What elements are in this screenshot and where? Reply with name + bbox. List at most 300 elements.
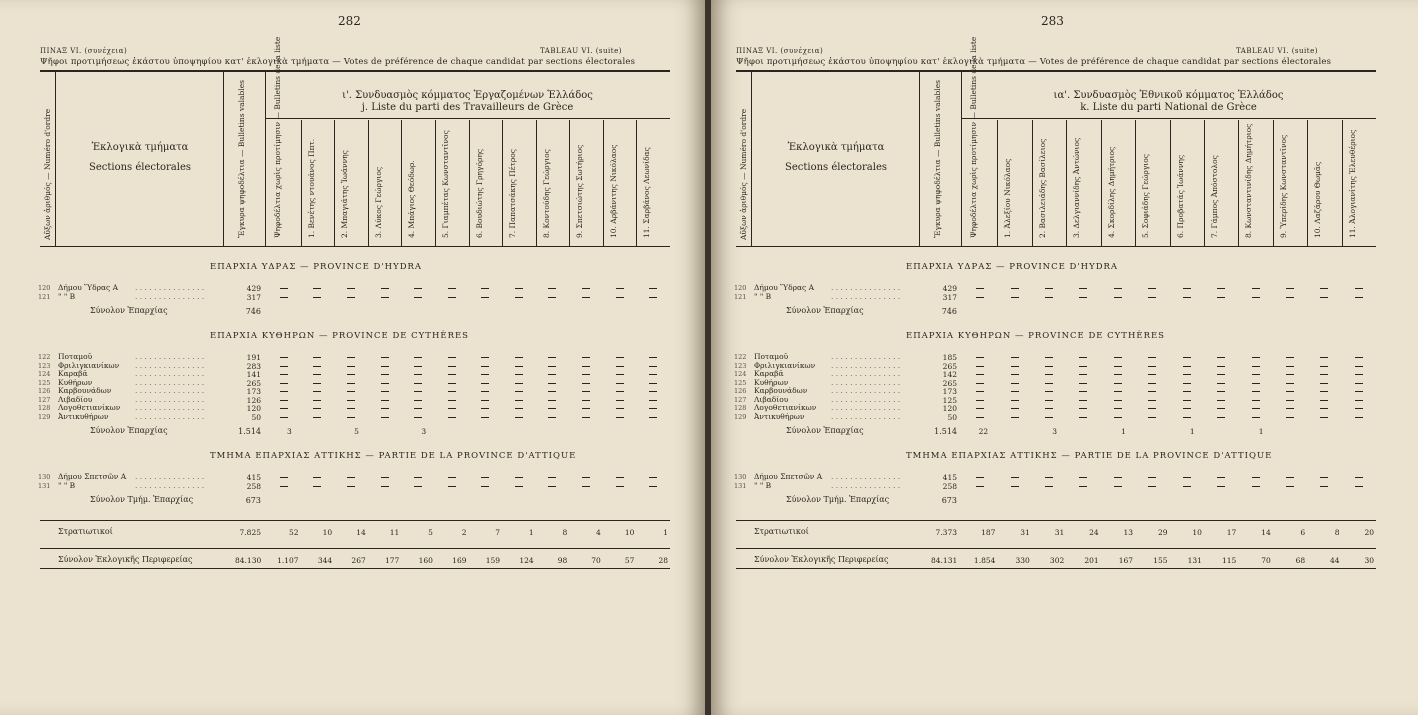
- empty-cell-dash: [1148, 288, 1156, 289]
- row-number: 131: [38, 481, 51, 490]
- empty-cell-dash: [1355, 486, 1363, 487]
- row-number: 121: [38, 292, 51, 301]
- empty-cell-dash: [381, 374, 389, 375]
- empty-cell-dash: [548, 477, 556, 478]
- empty-cell-dash: [1011, 357, 1019, 358]
- row-number: 120: [38, 284, 51, 292]
- empty-cell-dash: [1011, 374, 1019, 375]
- empty-cell-dash: [1320, 383, 1328, 384]
- empty-cell-dash: [481, 486, 489, 487]
- empty-cell-dash: [448, 374, 456, 375]
- row-number: 127: [38, 395, 51, 404]
- province-total-candidate: 22: [978, 427, 989, 436]
- empty-cell-dash: [1252, 297, 1260, 298]
- empty-cell-dash: [1217, 383, 1225, 384]
- empty-cell-dash: [649, 383, 657, 384]
- empty-cell-dash: [414, 297, 422, 298]
- page-number: 282: [338, 14, 361, 28]
- empty-cell-dash: [347, 391, 355, 392]
- empty-cell-dash: [381, 477, 389, 478]
- grand-total-value: 44: [1330, 556, 1340, 565]
- empty-cell-dash: [414, 357, 422, 358]
- empty-cell-dash: [1286, 288, 1294, 289]
- leader-dots: . . . . . . . . . . . . . . .: [135, 472, 205, 481]
- table-bottom-rule: [40, 568, 670, 569]
- grand-total-value: 169: [452, 556, 467, 565]
- grand-total-value: 177: [385, 556, 400, 565]
- grand-total-value: 160: [418, 556, 433, 565]
- empty-cell-dash: [347, 417, 355, 418]
- empty-cell-dash: [481, 374, 489, 375]
- candidate-header: 8. Κωνσταντινίδης Δημήτριος: [1244, 123, 1254, 238]
- candidate-header: 3. Δελγιαννίδης Ἀντώνιος: [1072, 137, 1082, 238]
- empty-cell-dash: [1148, 391, 1156, 392]
- province-total-candidate: 3: [421, 427, 427, 436]
- empty-cell-dash: [1252, 486, 1260, 487]
- empty-cell-dash: [1252, 366, 1260, 367]
- empty-cell-dash: [1148, 486, 1156, 487]
- empty-cell-dash: [448, 383, 456, 384]
- empty-cell-dash: [347, 357, 355, 358]
- empty-cell-dash: [976, 486, 984, 487]
- empty-cell-dash: [515, 366, 523, 367]
- valid-ballots-value: 185: [942, 353, 957, 362]
- empty-cell-dash: [515, 288, 523, 289]
- province-total-value: 673: [941, 496, 957, 505]
- candidate-header: 2. Μπαγιάτης Ἰωάννης: [340, 150, 350, 238]
- top-rule: [40, 70, 670, 72]
- empty-cell-dash: [515, 374, 523, 375]
- empty-cell-dash: [414, 383, 422, 384]
- candidate-column-divider: [997, 120, 998, 246]
- valid-ballots-value: 429: [246, 284, 261, 293]
- empty-cell-dash: [976, 366, 984, 367]
- empty-cell-dash: [448, 391, 456, 392]
- empty-cell-dash: [1355, 417, 1363, 418]
- empty-cell-dash: [1183, 477, 1191, 478]
- empty-cell-dash: [280, 417, 288, 418]
- empty-cell-dash: [1183, 486, 1191, 487]
- empty-cell-dash: [582, 417, 590, 418]
- empty-cell-dash: [280, 400, 288, 401]
- empty-cell-dash: [481, 477, 489, 478]
- empty-cell-dash: [1114, 400, 1122, 401]
- candidate-column-divider: [1342, 120, 1343, 246]
- empty-cell-dash: [1079, 366, 1087, 367]
- valid-ballots-value: 126: [246, 395, 261, 405]
- grand-total-rule: [40, 548, 670, 549]
- military-value: 5: [428, 528, 433, 537]
- candidate-column-divider: [401, 120, 402, 246]
- valid-ballots-value: 265: [246, 378, 261, 388]
- province-total-value: 746: [941, 307, 957, 316]
- candidate-column-divider: [1307, 120, 1308, 246]
- page-number: 283: [1041, 14, 1064, 28]
- empty-cell-dash: [1252, 391, 1260, 392]
- empty-cell-dash: [1217, 366, 1225, 367]
- empty-cell-dash: [347, 400, 355, 401]
- empty-cell-dash: [280, 477, 288, 478]
- empty-cell-dash: [1011, 391, 1019, 392]
- row-number: 129: [734, 412, 747, 421]
- province-total-candidate: 1: [1121, 427, 1126, 436]
- empty-cell-dash: [1079, 486, 1087, 487]
- grand-total-rule: [736, 548, 1376, 549]
- empty-cell-dash: [1011, 486, 1019, 487]
- grand-total-value: 201: [1084, 556, 1099, 565]
- empty-cell-dash: [1148, 477, 1156, 478]
- empty-cell-dash: [381, 400, 389, 401]
- candidate-header: 11. Σαρβάνος Λεωνίδας: [642, 147, 652, 238]
- military-value: 14: [356, 528, 366, 537]
- valid-ballots-value: 317: [942, 292, 957, 302]
- valid-ballots-value: 283: [246, 361, 261, 371]
- header-divider: [223, 70, 224, 246]
- empty-cell-dash: [448, 486, 456, 487]
- empty-cell-dash: [1252, 374, 1260, 375]
- header-divider: [55, 70, 56, 246]
- empty-cell-dash: [448, 366, 456, 367]
- empty-cell-dash: [515, 417, 523, 418]
- grand-total-value: 84.131: [931, 556, 958, 565]
- empty-cell-dash: [481, 297, 489, 298]
- candidate-column-divider: [1101, 120, 1102, 246]
- empty-cell-dash: [649, 357, 657, 358]
- valid-ballots-value: 415: [942, 473, 957, 482]
- empty-cell-dash: [347, 297, 355, 298]
- valid-ballots-value: 125: [942, 395, 957, 405]
- empty-cell-dash: [448, 417, 456, 418]
- empty-cell-dash: [515, 477, 523, 478]
- candidate-header: 6. Προβατάς Ἰωάννης: [1175, 154, 1185, 238]
- empty-cell-dash: [976, 400, 984, 401]
- leader-dots: . . . . . . . . . . . . . . .: [831, 360, 901, 370]
- empty-cell-dash: [1217, 391, 1225, 392]
- military-value: 7.373: [935, 528, 957, 537]
- party-title-rule: [961, 118, 1376, 119]
- military-value: 1: [528, 528, 534, 537]
- empty-cell-dash: [1148, 297, 1156, 298]
- empty-cell-dash: [976, 417, 984, 418]
- grand-total-value: 57: [624, 556, 635, 565]
- military-rule: [736, 520, 1376, 521]
- empty-cell-dash: [481, 288, 489, 289]
- party-title-rule: [265, 118, 670, 119]
- section-name: " " Β: [58, 291, 76, 301]
- empty-cell-dash: [976, 297, 984, 298]
- military-value: 13: [1123, 528, 1134, 537]
- empty-cell-dash: [1079, 297, 1087, 298]
- empty-cell-dash: [649, 400, 657, 401]
- empty-cell-dash: [616, 383, 624, 384]
- empty-cell-dash: [1286, 391, 1294, 392]
- empty-cell-dash: [1079, 417, 1087, 418]
- military-value: 31: [1020, 528, 1030, 537]
- empty-cell-dash: [313, 400, 321, 401]
- province-total-candidate: 1: [1258, 427, 1264, 436]
- empty-cell-dash: [1011, 288, 1019, 289]
- empty-cell-dash: [649, 477, 657, 478]
- empty-cell-dash: [1183, 288, 1191, 289]
- empty-cell-dash: [1320, 391, 1328, 392]
- valid-ballots-value: 120: [246, 404, 261, 413]
- empty-cell-dash: [381, 408, 389, 409]
- leader-dots: . . . . . . . . . . . . . . .: [831, 283, 901, 292]
- military-value: 6: [1300, 528, 1306, 537]
- empty-cell-dash: [515, 383, 523, 384]
- empty-cell-dash: [347, 486, 355, 487]
- leader-dots: . . . . . . . . . . . . . . .: [831, 472, 901, 481]
- candidate-column-divider: [301, 120, 302, 246]
- empty-cell-dash: [616, 408, 624, 409]
- section-name: Φριλιγκιανίκων: [754, 360, 816, 370]
- empty-cell-dash: [1320, 477, 1328, 478]
- candidate-header: 1. Βενέτης ντουάνος Ππτ.: [306, 138, 316, 238]
- grand-total-value: 159: [485, 556, 501, 565]
- candidate-header: 4. Σκορδίλης Δημήτριος: [1106, 146, 1116, 238]
- empty-cell-dash: [381, 383, 389, 384]
- section-name: Καρβουνάδων: [754, 386, 808, 395]
- valid-ballots-value: 141: [246, 370, 261, 379]
- section-name: Δήμου Ὕδρας Α: [754, 283, 815, 292]
- table-header-right: TABLEAU VI. (suite): [540, 47, 622, 55]
- military-rule: [40, 520, 670, 521]
- empty-cell-dash: [280, 288, 288, 289]
- rownum-header: Αὔξων ἀριθμός — Numéro d'ordre: [43, 108, 52, 240]
- grand-total-value: 167: [1118, 556, 1134, 565]
- leader-dots: . . . . . . . . . . . . . . .: [831, 352, 901, 361]
- empty-cell-dash: [1320, 288, 1328, 289]
- empty-cell-dash: [1079, 391, 1087, 392]
- empty-cell-dash: [414, 408, 422, 409]
- empty-cell-dash: [976, 391, 984, 392]
- empty-cell-dash: [414, 374, 422, 375]
- leader-dots: . . . . . . . . . . . . . . .: [831, 369, 901, 378]
- grand-total-value: 131: [1187, 556, 1202, 565]
- empty-cell-dash: [1355, 477, 1363, 478]
- valid-ballots-value: 317: [246, 292, 261, 302]
- empty-cell-dash: [1011, 366, 1019, 367]
- empty-cell-dash: [280, 374, 288, 375]
- military-value: 24: [1089, 528, 1099, 537]
- candidate-header: 7. Γάμπος Ἀπόστολος: [1209, 155, 1219, 238]
- empty-cell-dash: [1183, 391, 1191, 392]
- candidate-header: 5. Γιαμπέτας Κωνσταντῖνος: [440, 130, 450, 238]
- valid-ballots-value: 429: [942, 284, 957, 293]
- empty-cell-dash: [548, 486, 556, 487]
- empty-cell-dash: [1217, 477, 1225, 478]
- empty-cell-dash: [515, 486, 523, 487]
- empty-cell-dash: [649, 288, 657, 289]
- empty-cell-dash: [548, 297, 556, 298]
- candidate-header: 7. Παπατσάκης Πέτρος: [508, 149, 518, 238]
- leader-dots: . . . . . . . . . . . . . . .: [135, 411, 205, 421]
- empty-cell-dash: [381, 366, 389, 367]
- empty-cell-dash: [582, 391, 590, 392]
- military-value: 10: [1192, 528, 1202, 537]
- empty-cell-dash: [1079, 477, 1087, 478]
- empty-cell-dash: [1045, 383, 1053, 384]
- candidate-column-divider: [368, 120, 369, 246]
- empty-cell-dash: [616, 486, 624, 487]
- empty-cell-dash: [1148, 400, 1156, 401]
- empty-cell-dash: [481, 383, 489, 384]
- row-number: 126: [734, 387, 747, 395]
- empty-cell-dash: [313, 391, 321, 392]
- candidate-column-divider: [1135, 120, 1136, 246]
- candidate-header: 8. Κοντούδης Γεώργιος: [541, 149, 551, 238]
- province-total-value: 1.514: [238, 427, 261, 436]
- empty-cell-dash: [616, 374, 624, 375]
- empty-cell-dash: [1286, 383, 1294, 384]
- candidate-header: 9. Ὑπερίδης Κωνσταντῖνος: [1278, 134, 1288, 238]
- leader-dots: . . . . . . . . . . . . . . .: [831, 386, 901, 395]
- sections-label-gr: Ἐκλογικὰ τμήματα: [91, 142, 189, 153]
- empty-cell-dash: [1011, 297, 1019, 298]
- empty-cell-dash: [976, 288, 984, 289]
- empty-cell-dash: [481, 391, 489, 392]
- grand-total-label: Σύνολον Ἐκλογικῆς Περιφερείας: [754, 555, 889, 564]
- row-number: 128: [38, 404, 51, 412]
- section-name: " " Β: [754, 480, 772, 490]
- empty-cell-dash: [976, 477, 984, 478]
- section-name: Δήμου Σπετσῶν Α: [754, 472, 823, 481]
- valid-ballots-header: Ἔγκυρα ψηφοδέλτια — Bulletins valables: [237, 80, 246, 238]
- empty-cell-dash: [548, 366, 556, 367]
- top-rule: [736, 70, 1376, 72]
- candidate-column-divider: [1273, 120, 1274, 246]
- military-value: 10: [322, 528, 333, 537]
- empty-cell-dash: [1320, 400, 1328, 401]
- empty-cell-dash: [1286, 408, 1294, 409]
- section-name: Ἀντικυθήρων: [754, 411, 805, 421]
- empty-cell-dash: [548, 357, 556, 358]
- candidate-column-divider: [334, 120, 335, 246]
- leader-dots: . . . . . . . . . . . . . . .: [135, 386, 205, 395]
- empty-cell-dash: [1286, 366, 1294, 367]
- military-value: 52: [289, 528, 299, 537]
- empty-cell-dash: [1217, 288, 1225, 289]
- empty-cell-dash: [976, 357, 984, 358]
- empty-cell-dash: [1045, 391, 1053, 392]
- province-title: ΤΜΗΜΑ ΕΠΑΡΧΙΑΣ ΑΤΤΙΚΗΣ — PARTIE DE LA PROVINCE D'ATTIQUE: [906, 451, 1273, 461]
- grand-total-value: 124: [519, 556, 534, 565]
- empty-cell-dash: [1114, 366, 1122, 367]
- province-title: ΕΠΑΡΧΙΑ ΚΥΘΗΡΩΝ — PROVINCE DE CYTHÈRES: [210, 331, 470, 341]
- empty-cell-dash: [548, 408, 556, 409]
- empty-cell-dash: [448, 297, 456, 298]
- empty-cell-dash: [1286, 486, 1294, 487]
- military-value: 17: [1226, 528, 1237, 537]
- candidate-header: 10. Λαζάρου Θωμᾶς: [1313, 161, 1323, 238]
- candidate-column-divider: [603, 120, 604, 246]
- row-number: 128: [734, 404, 747, 412]
- empty-cell-dash: [1183, 366, 1191, 367]
- empty-cell-dash: [515, 357, 523, 358]
- empty-cell-dash: [1355, 408, 1363, 409]
- empty-cell-dash: [1183, 400, 1191, 401]
- empty-cell-dash: [1286, 417, 1294, 418]
- empty-cell-dash: [1252, 357, 1260, 358]
- empty-cell-dash: [280, 486, 288, 487]
- empty-cell-dash: [1355, 357, 1363, 358]
- table-header-left: ΠΙΝΑΞ VI. (συνέχεια): [736, 47, 824, 55]
- empty-cell-dash: [1045, 408, 1053, 409]
- section-name: Λιβαδίου: [754, 394, 789, 404]
- empty-cell-dash: [448, 408, 456, 409]
- row-number: 125: [734, 378, 747, 387]
- empty-cell-dash: [649, 408, 657, 409]
- empty-cell-dash: [1148, 357, 1156, 358]
- empty-cell-dash: [1079, 357, 1087, 358]
- leader-dots: . . . . . . . . . . . . . . .: [135, 377, 205, 387]
- empty-cell-dash: [381, 486, 389, 487]
- grand-total-value: 267: [351, 556, 366, 565]
- empty-cell-dash: [313, 486, 321, 487]
- candidate-column-divider: [569, 120, 570, 246]
- empty-cell-dash: [1148, 366, 1156, 367]
- empty-cell-dash: [582, 366, 590, 367]
- empty-cell-dash: [616, 477, 624, 478]
- province-total-label: Σύνολον Τμήμ. Ἐπαρχίας: [786, 495, 890, 504]
- empty-cell-dash: [616, 400, 624, 401]
- empty-cell-dash: [1114, 391, 1122, 392]
- empty-cell-dash: [582, 408, 590, 409]
- military-value: 14: [1261, 528, 1271, 537]
- grand-total-value: 70: [1261, 556, 1271, 565]
- empty-cell-dash: [313, 374, 321, 375]
- valid-ballots-value: 50: [947, 412, 957, 422]
- empty-cell-dash: [381, 357, 389, 358]
- sections-label-gr: Ἐκλογικὰ τμήματα: [787, 142, 885, 153]
- empty-cell-dash: [1045, 477, 1053, 478]
- grand-total-value: 115: [1222, 556, 1237, 565]
- empty-cell-dash: [347, 383, 355, 384]
- candidate-header: Ψηφοδέλτια χωρὶς προτίμησιν — Bulletins de la liste: [969, 36, 978, 238]
- empty-cell-dash: [649, 391, 657, 392]
- empty-cell-dash: [1114, 486, 1122, 487]
- empty-cell-dash: [280, 357, 288, 358]
- header-bottom-rule: [736, 246, 1376, 247]
- empty-cell-dash: [582, 357, 590, 358]
- empty-cell-dash: [1045, 486, 1053, 487]
- empty-cell-dash: [582, 288, 590, 289]
- party-title-gr: ι'. Συνδυασμὸς κόμματος Ἐργαζομένων Ἑλλάδος: [342, 90, 593, 101]
- empty-cell-dash: [1320, 417, 1328, 418]
- grand-total-value: 28: [658, 556, 668, 565]
- empty-cell-dash: [1183, 357, 1191, 358]
- grand-total-value: 155: [1153, 556, 1168, 565]
- province-total-value: 746: [245, 307, 261, 316]
- empty-cell-dash: [414, 477, 422, 478]
- empty-cell-dash: [1217, 486, 1225, 487]
- leader-dots: . . . . . . . . . . . . . . .: [135, 360, 205, 370]
- empty-cell-dash: [616, 357, 624, 358]
- leader-dots: . . . . . . . . . . . . . . .: [135, 369, 205, 378]
- empty-cell-dash: [347, 408, 355, 409]
- empty-cell-dash: [1252, 288, 1260, 289]
- empty-cell-dash: [347, 374, 355, 375]
- empty-cell-dash: [1217, 408, 1225, 409]
- province-total-candidate: 3: [287, 427, 292, 436]
- province-total-label: Σύνολον Ἐπαρχίας: [90, 306, 168, 315]
- empty-cell-dash: [1355, 383, 1363, 384]
- empty-cell-dash: [1079, 408, 1087, 409]
- leader-dots: . . . . . . . . . . . . . . .: [135, 480, 205, 490]
- section-name: Λογοθετιανίκων: [58, 403, 121, 412]
- party-title-fr: k. Liste du parti National de Grèce: [1080, 102, 1257, 113]
- empty-cell-dash: [1045, 297, 1053, 298]
